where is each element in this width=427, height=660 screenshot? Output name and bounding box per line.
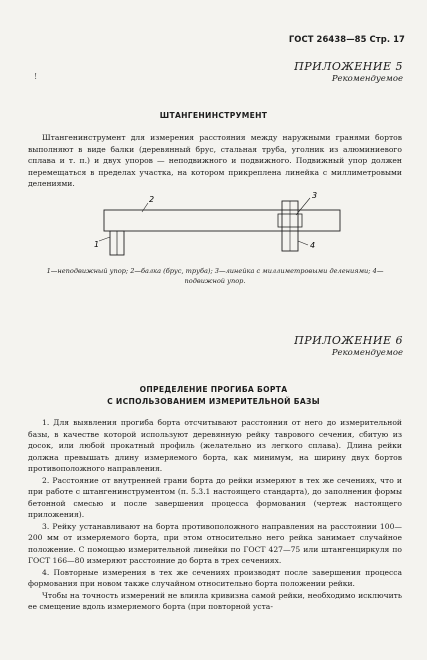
section-5-text	[28, 132, 402, 190]
section-6-text	[28, 417, 402, 613]
margin-mark: !	[34, 72, 38, 81]
paragraph-2: 2. Расстояние от внутренней грани борта до рейки измеряют в тех же сечениях, что и при работе с штангенинструментом (п. 5.3.1 настоящего стандарта), до заполнения формы бетонной смесью и после завершения процесса формования (чертеж настоящего приложения).	[28, 475, 402, 519]
section-5-title: ШТАНГЕНИНСТРУМЕНТ	[159, 111, 268, 120]
page-header: ГОСТ 26438—85 Стр. 17	[288, 34, 405, 44]
section-5-paragraph: Штангенинструмент для измерения расстояния между наружными гранями бортов выполняют в виде балки (деревянный брус, стальная труба, уголник из алюминиевого сплава и т. п.) и двух упоров — неподвижного и подвижного. Подвижный упор должен перемещаться в пределах участка, на котором прикреплена линейка с миллиметровыми делениями.	[28, 133, 402, 188]
section-6-title-line-2: С ИСПОЛЬЗОВАНИЕМ ИЗМЕРИТЕЛЬНОЙ БАЗЫ	[107, 397, 320, 406]
figure-label-1: 1	[94, 240, 100, 249]
figure-label-2: 2	[149, 195, 155, 204]
figure-caption: 1—неподвижный упор; 2—балка (брус, труба); 3—линейка с миллиметровыми делениями; 4—подвижной упор.	[46, 267, 384, 285]
caliper-figure	[0, 185, 427, 265]
appendix-5-heading	[294, 60, 403, 84]
figure-label-3: 3	[312, 191, 318, 200]
appendix-5-title: ПРИЛОЖЕНИЕ 5	[294, 60, 403, 73]
appendix-6-title: ПРИЛОЖЕНИЕ 6	[294, 334, 403, 347]
paragraph-3: 3. Рейку устанавливают на борта противоположного направления на расстоянии 100—200 мм от измеряемого борта, при этом относительно него рейка занимает случайное положение. С помощью измерительной линейки по ГОСТ 427—75 или штангенциркуля по ГОСТ 166—80 измеряют расстояние до борта в трех сечениях.	[28, 521, 402, 565]
beam-shape	[104, 210, 340, 231]
paragraph-4: 4. Повторные измерения в тех же сечениях производят после завершения процесса формования при новом также случайном относительно борта положении рейки.	[28, 567, 402, 588]
paragraph-1: 1. Для выявления прогиба борта отсчитывают расстояния от него до измерительной базы, в качестве которой используют деревянную рейку таврового сечения, сбитую из досок, или любой прокатный профиль (желательно из легкого сплава). Длина рейки должна превышать длину измеряемого борта, как минимум, на ширину двух бортов противоположного направления.	[28, 418, 402, 473]
figure-label-4: 4	[310, 241, 316, 250]
section-6-title-line-1: ОПРЕДЕЛЕНИЕ ПРОГИБА БОРТА	[139, 385, 288, 394]
appendix-6-subtitle: Рекомендуемое	[331, 348, 403, 358]
appendix-5-subtitle: Рекомендуемое	[331, 74, 403, 84]
appendix-6-heading	[294, 334, 403, 358]
paragraph-5: Чтобы на точность измерений не влияла кривизна самой рейки, необходимо исключить ее смещение вдоль измеряемого борта (при повторной уста-	[28, 590, 402, 611]
